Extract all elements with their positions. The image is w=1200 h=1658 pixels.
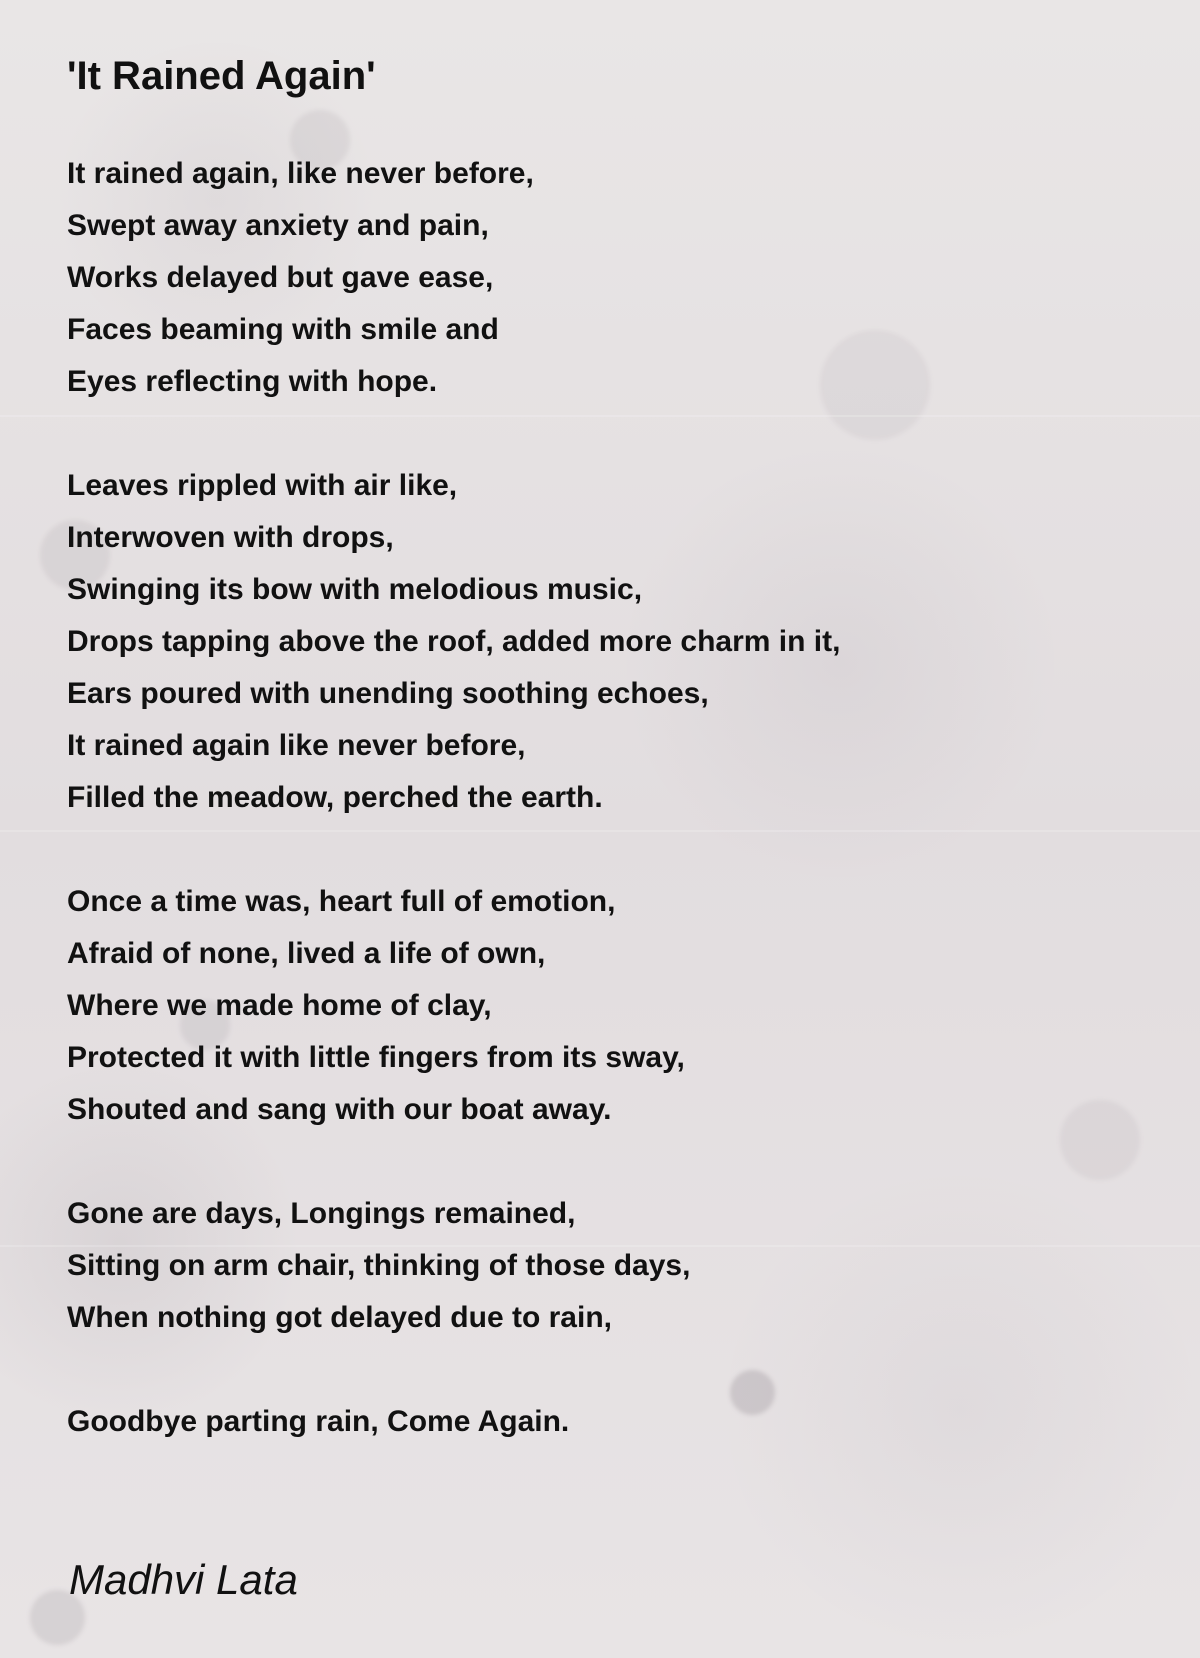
poem-line: It rained again like never before, <box>67 729 526 762</box>
poem-line: Eyes reflecting with hope. <box>67 365 438 398</box>
poem-line: Protected it with little fingers from its sway, <box>67 1041 685 1074</box>
poem-line: Ears poured with unending soothing echoes, <box>67 677 709 710</box>
poem-line: Afraid of none, lived a life of own, <box>67 937 546 970</box>
poem-line: Swept away anxiety and pain, <box>67 209 489 242</box>
poem-line: Swinging its bow with melodious music, <box>67 573 643 606</box>
poem-line: Shouted and sang with our boat away. <box>67 1093 612 1126</box>
poem-line: Filled the meadow, perched the earth. <box>67 781 603 814</box>
poem-line: When nothing got delayed due to rain, <box>67 1301 612 1334</box>
poem-line: Gone are days, Longings remained, <box>67 1197 576 1230</box>
poem-title: 'It Rained Again' <box>67 54 376 98</box>
poem-line: Once a time was, heart full of emotion, <box>67 885 616 918</box>
poem-line: Sitting on arm chair, thinking of those days, <box>67 1249 691 1282</box>
poem-body <box>67 148 1147 1448</box>
stanza <box>67 876 1147 1136</box>
stanza <box>67 148 1147 408</box>
poem-line: Where we made home of clay, <box>67 989 492 1022</box>
poem-line: Leaves rippled with air like, <box>67 469 458 502</box>
poem-line: Drops tapping above the roof, added more charm in it, <box>67 625 841 658</box>
poem-line: Interwoven with drops, <box>67 521 394 554</box>
stanza <box>67 1188 1147 1344</box>
poem-line: Goodbye parting rain, Come Again. <box>67 1405 570 1438</box>
poem-line: Works delayed but gave ease, <box>67 261 494 294</box>
poem-line: It rained again, like never before, <box>67 157 534 190</box>
stanza <box>67 460 1147 824</box>
poem-author: Madhvi Lata <box>69 1556 298 1603</box>
poem-line: Faces beaming with smile and <box>67 313 499 346</box>
stanza <box>67 1396 1147 1448</box>
